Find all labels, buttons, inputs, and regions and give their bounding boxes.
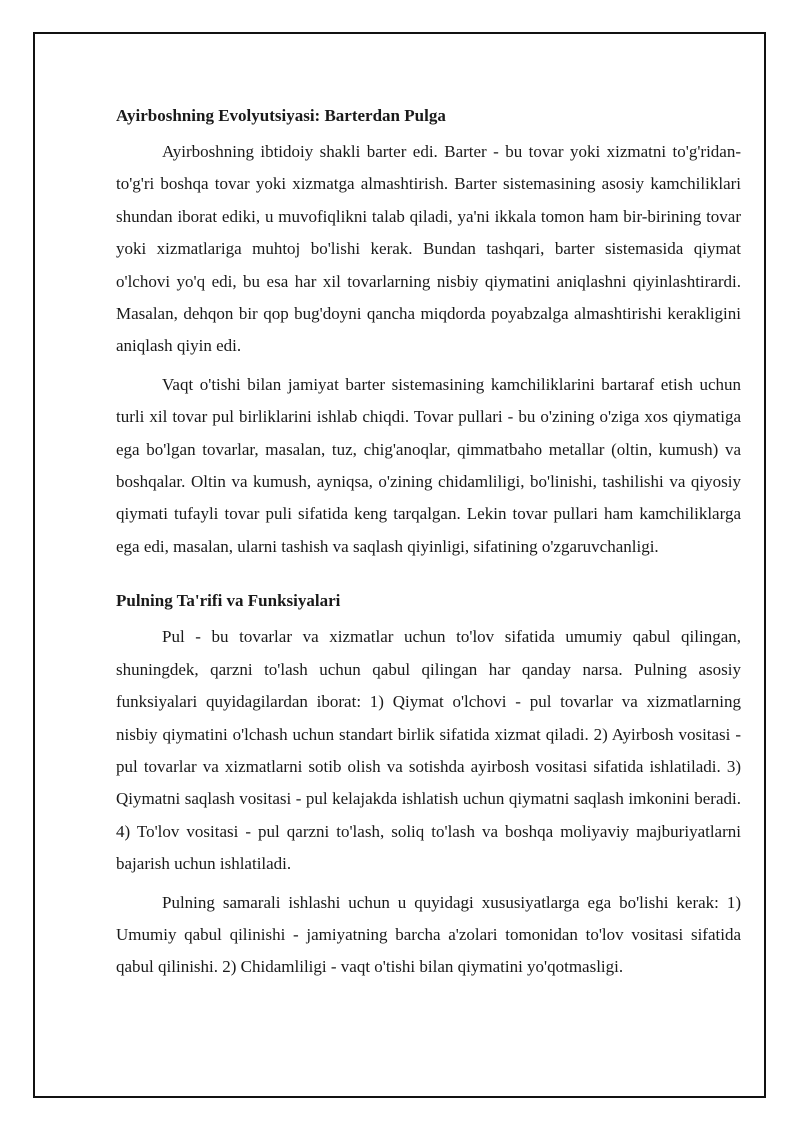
paragraph-commodity-money: Vaqt o'tishi bilan jamiyat barter sistemasining kamchiliklarini bartaraf etish uchun turli xil tovar pul birliklarini ishlab chiqdi. Tovar pullari - bu o'zining o'ziga xos qiymatiga ega bo'lgan tovarlar, masalan, tuz, chig'anoqlar, qimmatbaho metallar (oltin, kumush) va boshqalar. Oltin va kumush, ayniqsa, o'zining chidamliligi, bo'linishi, tashilishi va qiyosiy qiymati tufayli tovar puli sifatida keng tarqalgan. Lekin tovar pullari ham kamchiliklarga ega edi, masalan, ularni tashish va saqlash qiyinligi, sifatining o'zgaruvchanligi. [116,374,741,556]
paragraph-barter-definition: Ayirboshning ibtidoiy shakli barter edi. Barter - bu tovar yoki xizmatni to'g'ridan-to'g'ri boshqa tovar yoki xizmatga almashtirish. Barter sistemasining asosiy kamchiliklari shundan iborat ediki, u muvofiqlikni talab qiladi, ya'ni ikkala tomon ham bir-birining tovar yoki xizmatlariga muhtoj bo'lishi kerak. Bundan tashqari, barter sistemasida qiymat o'lchovi yo'q edi, bu esa har xil tovarlarning nisbiy qiymatini aniqlashni qiyinlashtirardi. Masalan, dehqon bir qop bug'doyni qancha miqdorda poyabzalga almashtirishi kerakligini aniqlash qiyin edi. [116,142,741,356]
paragraph-money-properties: Pulning samarali ishlashi uchun u quyidagi xususiyatlarga ega bo'lishi kerak: 1) Umumiy qabul qilinishi - jamiyatning barcha a'zolari tomonidan to'lov vositasi sifatida qabul qilinishi. 2) Chidamliligi - vaqt o'tishi bilan qiymatini yo'qotmasligi. [116,892,741,977]
section-heading-barter: Ayirboshning Evolyutsiyasi: Barterdan Pulga [116,106,446,125]
paragraph-money-functions: Pul - bu tovarlar va xizmatlar uchun to'lov sifatida umumiy qabul qilingan, shuningdek, qarzni to'lash uchun qabul qilingan har qanday narsa. Pulning asosiy funksiyalari quyidagilardan iborat: 1) Qiymat o'lchovi - pul tovarlar va xizmatlarning nisbiy qiymatini o'lchash uchun standart birlik sifatida xizmat qiladi. 2) Ayirbosh vositasi - pul tovarlar va xizmatlarni sotib olish va sotishda ayirbosh vositasi sifatida ishlatiladi. 3) Qiymatni saqlash vositasi - pul kelajakda ishlatish uchun qiymatni saqlash imkonini beradi. 4) To'lov vositasi - pul qarzni to'lash, soliq to'lash va boshqa moliyaviy majburiyatlarni bajarish uchun ishlatiladi. [116,627,741,874]
section-heading-money-functions: Pulning Ta'rifi va Funksiyalari [116,591,341,611]
document-body [116,96,741,990]
